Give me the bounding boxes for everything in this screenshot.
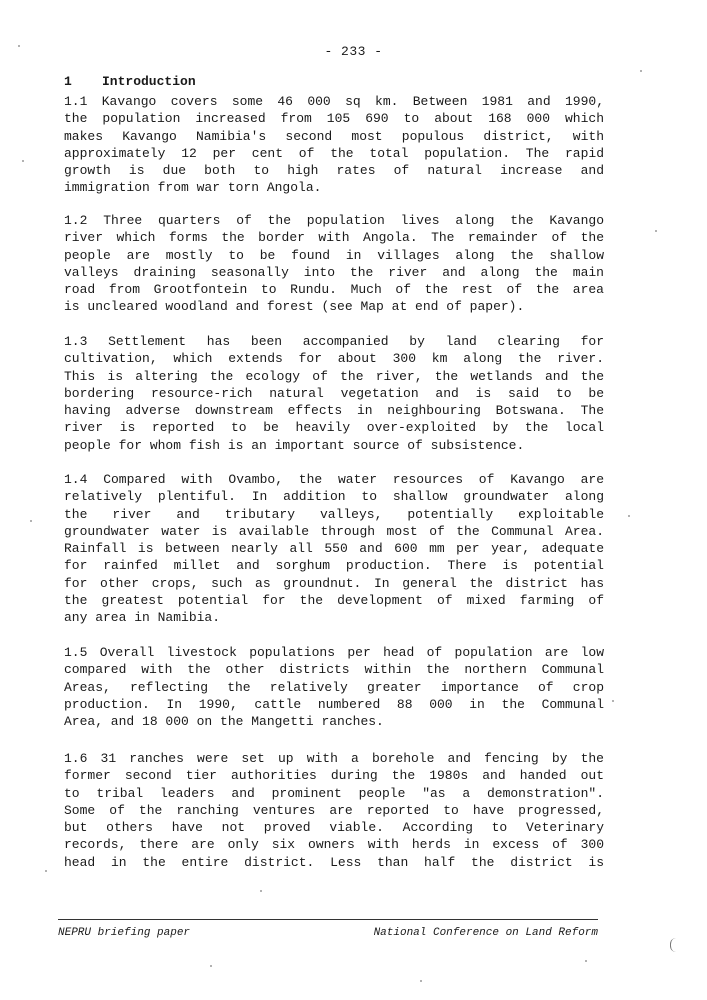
scan-speck [585, 960, 587, 962]
paragraph-line: relatively plentiful. In addition to shallow groundwater along [64, 489, 604, 505]
paragraph-1-3 [64, 333, 604, 454]
paragraph-line: river is reported to be heavily over-exploited by the local [64, 420, 604, 436]
section-heading [64, 74, 196, 89]
scan-speck [628, 515, 630, 517]
paragraph-line: Some of the ranching ventures are reported to have progressed, [64, 802, 604, 818]
section-number: 1 [64, 74, 72, 89]
section-title: Introduction [102, 74, 196, 89]
paragraph-line: for other crops, such as groundnut. In general the district has [64, 575, 604, 591]
paragraph-line: head in the entire district. Less than half the district is [64, 854, 604, 870]
scan-speck [30, 520, 32, 522]
paragraph-line: the population increased from 105 690 to about 168 000 which [64, 111, 604, 127]
paragraph-line: people are mostly to be found in villages along the shallow [64, 247, 604, 263]
paragraph-line: the river and tributary valleys, potentially exploitable [64, 506, 604, 522]
paragraph-1-2 [64, 212, 604, 316]
paragraph-line: 1.5 Overall livestock populations per head of population are low [64, 645, 604, 660]
paragraph-line: bordering resource-rich natural vegetation and is said to be [64, 385, 604, 401]
paragraph-line: growth is due both to high rates of natural increase and [64, 163, 604, 179]
paragraph-1-1 [64, 93, 604, 197]
footer-divider [58, 919, 598, 920]
paragraph-line: valleys draining seasonally into the river and along the main [64, 264, 604, 280]
paragraph-line: immigration from war torn Angola. [64, 180, 322, 196]
scan-speck [420, 980, 422, 982]
scan-speck [260, 890, 262, 892]
footer-left-text: NEPRU briefing paper [58, 927, 191, 939]
paragraph-line: records, there are only six owners with herds in excess of 300 [64, 837, 604, 853]
paragraph-line: Areas, reflecting the relatively greater importance of crop [64, 679, 604, 695]
scan-speck [612, 700, 614, 702]
paragraph-line: road from Grootfontein to Rundu. Much of the rest of the area [64, 282, 604, 298]
page-number: - 233 - [324, 44, 383, 59]
scan-speck [640, 70, 642, 72]
paragraph-line: 1.4 Compared with Ovambo, the water resources of Kavango are [64, 472, 604, 487]
paragraph-line: people for whom fish is an important source of subsistence. [64, 437, 525, 453]
paragraph-line: approximately 12 per cent of the total population. The rapid [64, 145, 604, 161]
paragraph-line: cultivation, which extends for about 300 km along the river. [64, 351, 604, 367]
paragraph-line: the greatest potential for the development of mixed farming of [64, 593, 604, 609]
paragraph-line: This is altering the ecology of the river, the wetlands and the [64, 368, 604, 384]
paragraph-line: compared with the other districts within the northern Communal [64, 662, 604, 678]
paragraph-line: former second tier authorities during the 1980s and handed out [64, 768, 604, 784]
scan-speck [18, 45, 20, 47]
paragraph-line: groundwater water is available through most of the Communal Area. [64, 523, 604, 539]
paragraph-line: makes Kavango Namibia's second most populous district, with [64, 128, 604, 144]
paragraph-line: 1.3 Settlement has been accompanied by land clearing for [64, 334, 604, 349]
scan-speck [210, 965, 212, 967]
paragraph-line: Area, and 18 000 on the Mangetti ranches. [64, 714, 384, 730]
paragraph-1-4 [64, 471, 604, 627]
scan-speck [22, 160, 24, 162]
paragraph-1-5 [64, 644, 604, 730]
paragraph-line: any area in Namibia. [64, 610, 221, 626]
paragraph-line: river which forms the border with Angola. The remainder of the [64, 230, 604, 246]
paragraph-line: is uncleared woodland and forest (see Map at end of paper). [64, 299, 525, 315]
scan-speck [45, 870, 47, 872]
paragraph-line: but others have not proved viable. According to Veterinary [64, 820, 604, 836]
paragraph-line: 1.1 Kavango covers some 46 000 sq km. Between 1981 and 1990, [64, 94, 604, 109]
paragraph-line: 1.2 Three quarters of the population lives along the Kavango [64, 213, 604, 228]
paragraph-line: Rainfall is between nearly all 550 and 600 mm per year, adequate [64, 541, 604, 557]
paragraph-line: 1.6 31 ranches were set up with a borehole and fencing by the [64, 751, 604, 766]
paragraph-line: to tribal leaders and prominent people "as a demonstration". [64, 785, 604, 801]
footer-right-text: National Conference on Land Reform [373, 927, 598, 939]
paragraph-line: for rainfed millet and sorghum production. There is potential [64, 558, 604, 574]
paragraph-line: having adverse downstream effects in neighbouring Botswana. The [64, 403, 604, 419]
paragraph-line: production. In 1990, cattle numbered 88 000 in the Communal [64, 696, 604, 712]
scan-speck [655, 230, 657, 232]
paragraph-1-6 [64, 750, 604, 871]
scan-edge-mark [670, 938, 677, 952]
